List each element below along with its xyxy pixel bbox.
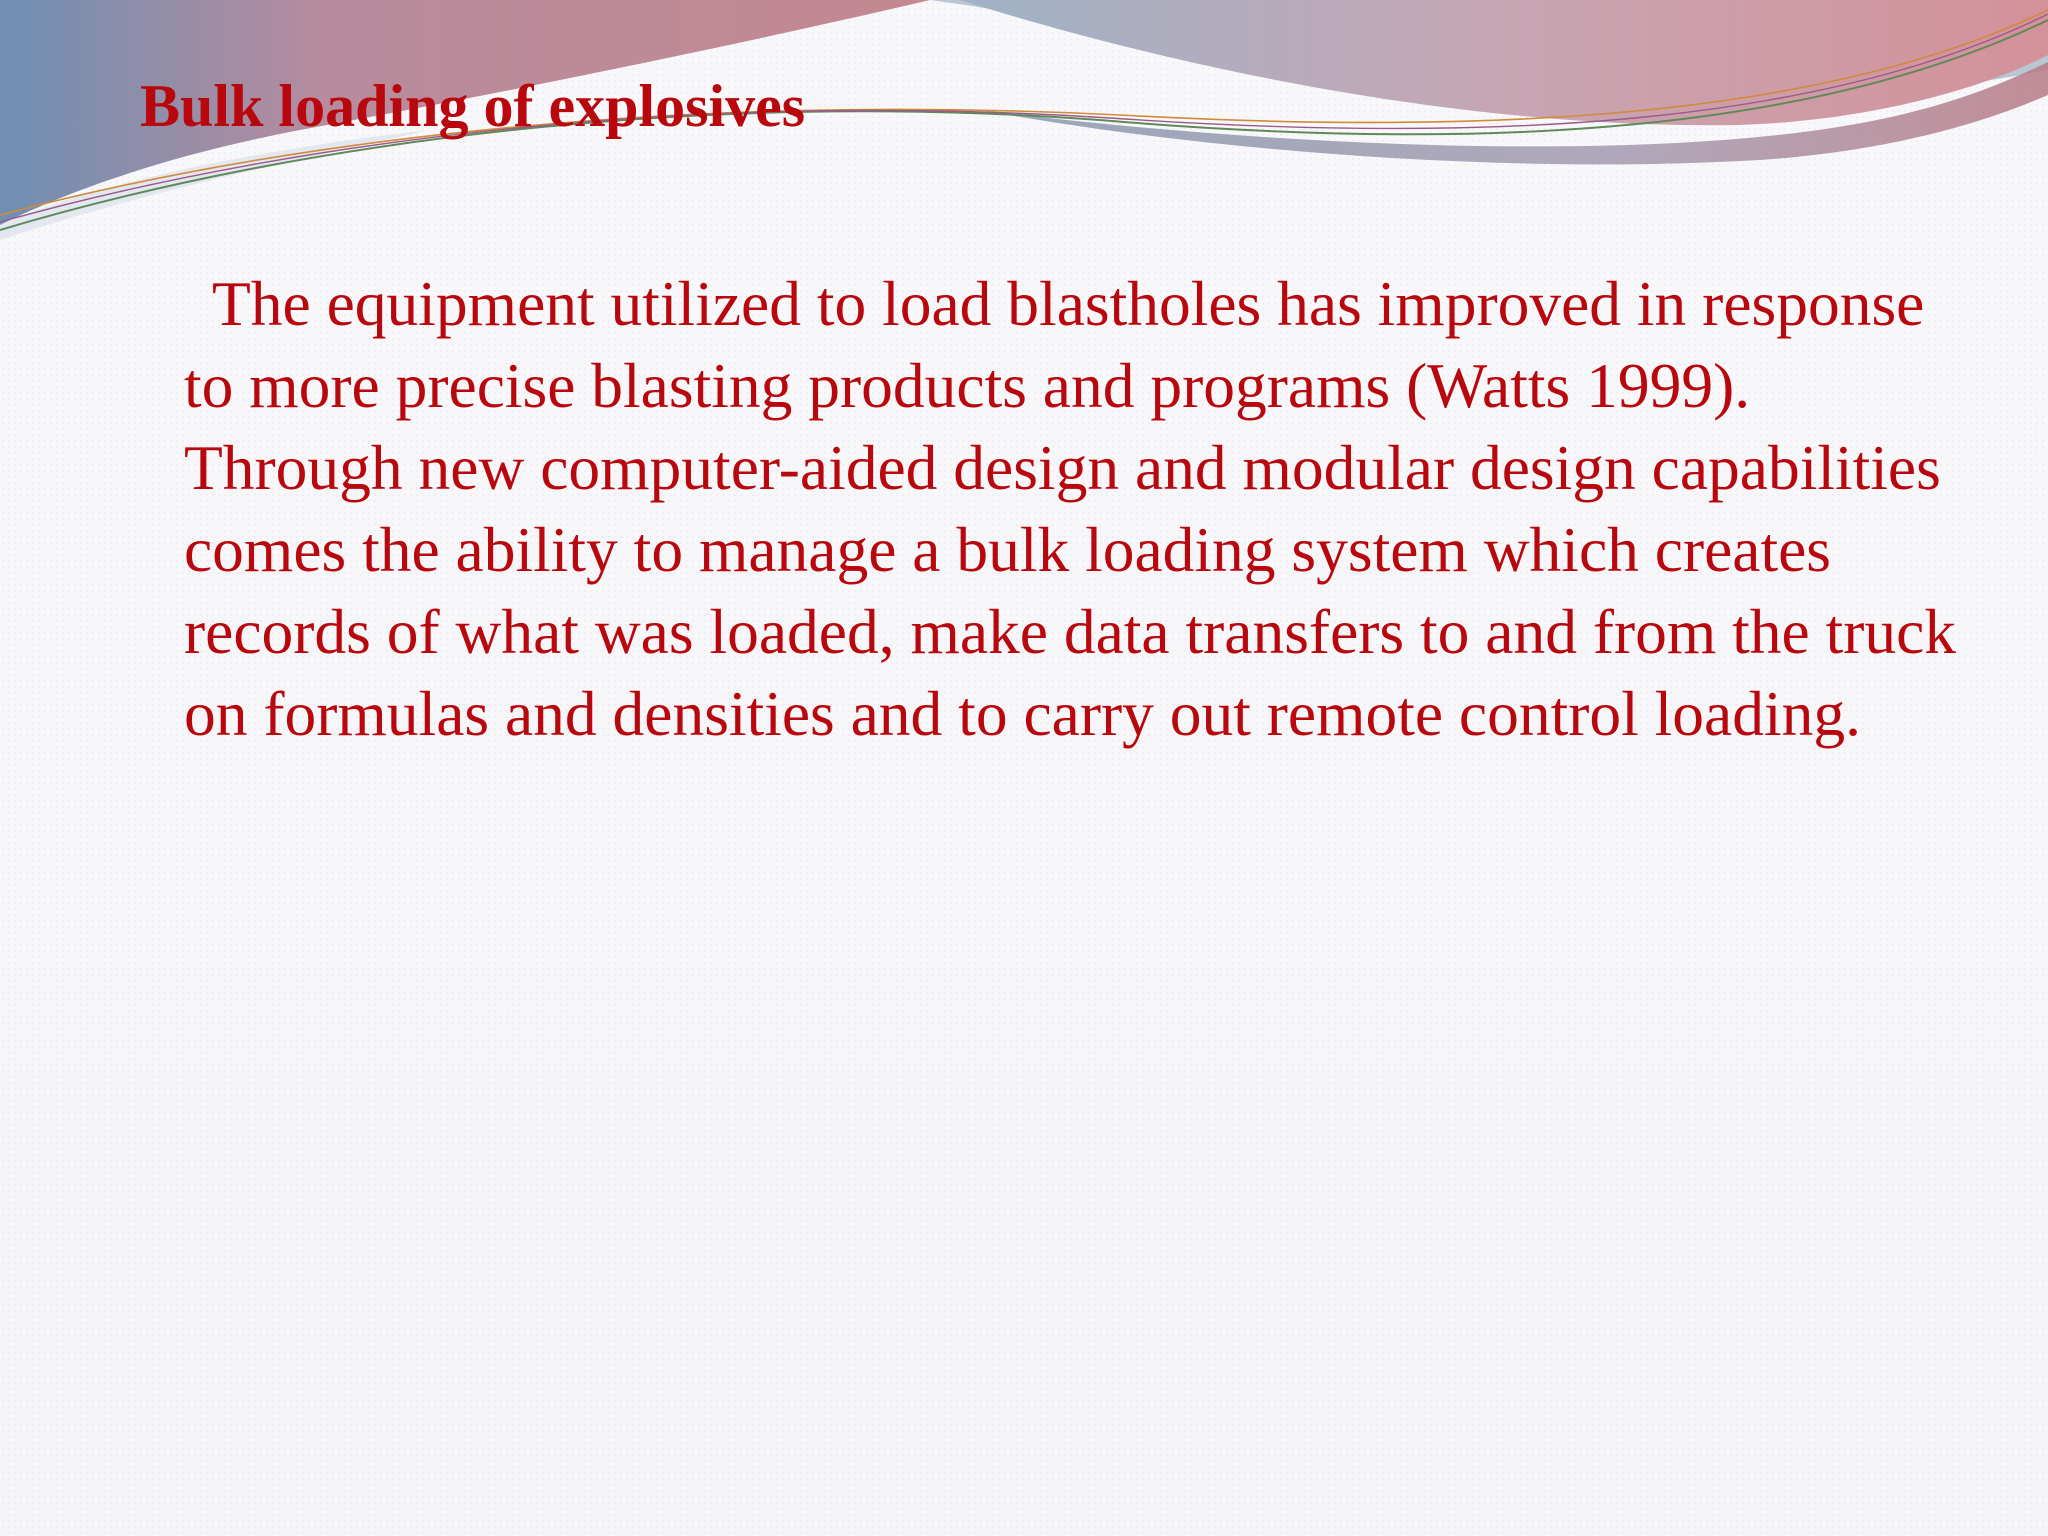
slide-title: Bulk loading of explosives (140, 73, 806, 139)
body-paragraph: The equipment utilized to load blastholes has improved in response to more precise blasting products and programs (Watts 1999). Through new computer-aided design and modular design capabilities comes the ability to manage a bulk loading system which creates records of what was loaded, make data transfers to and from the truck on formulas and densities and to carry out remote control loading. (184, 268, 1957, 749)
